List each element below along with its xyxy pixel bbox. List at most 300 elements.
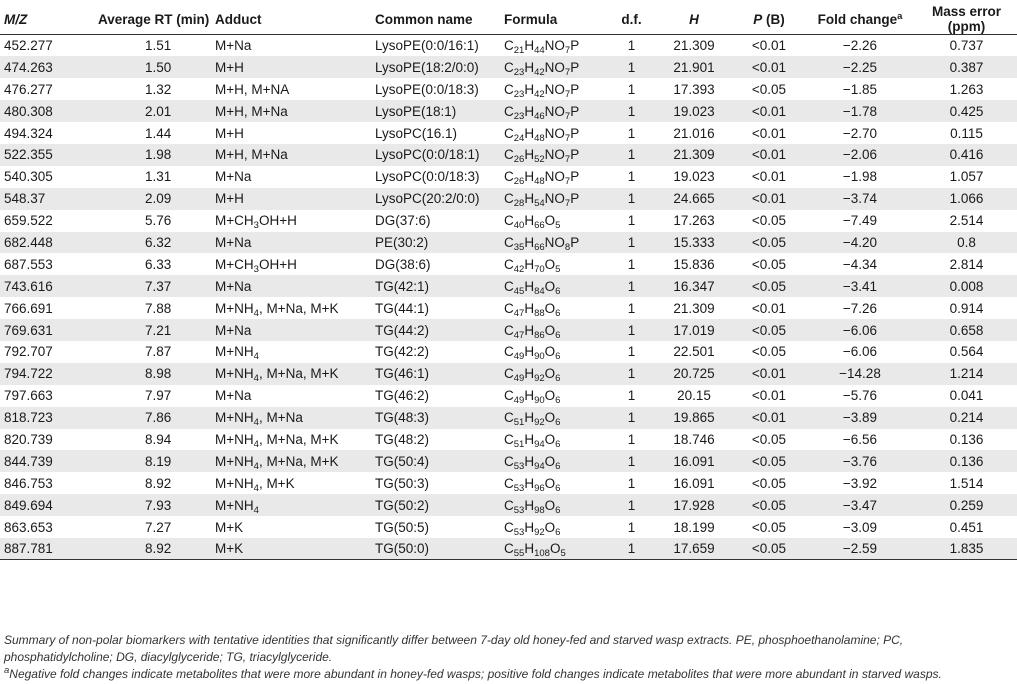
formula-text: C (504, 519, 514, 535)
formula-text: O (544, 388, 556, 404)
adduct-text: M+CH (215, 213, 254, 229)
table-row (0, 232, 1017, 254)
header-fold-change-label: Fold change (817, 11, 898, 27)
cell-mz: 792.707 (4, 344, 53, 360)
adduct-text: , M+Na, M+K (258, 366, 339, 382)
adduct-text: M+Na (215, 38, 252, 54)
cell-df: 1 (627, 300, 636, 316)
formula-text: P (570, 234, 580, 250)
table-row (0, 319, 1017, 341)
cell-common-name: TG(46:2) (375, 388, 430, 404)
cell-formula (504, 494, 609, 516)
cell-rt: 1.31 (145, 169, 172, 185)
cell-rt: 7.93 (145, 497, 172, 513)
cell-rt: 5.76 (145, 213, 172, 229)
cell-p: <0.01 (751, 169, 787, 185)
cell-common-name: DG(37:6) (375, 213, 431, 229)
cell-rt: 6.33 (145, 256, 172, 272)
cell-mz: 687.553 (4, 256, 53, 272)
cell-p: <0.05 (751, 278, 787, 294)
cell-mass-error: 0.425 (949, 103, 984, 119)
cell-adduct (215, 166, 375, 188)
cell-mass-error: 0.387 (949, 59, 984, 75)
cell-h: 17.019 (673, 322, 715, 338)
adduct-text: M+Na (215, 278, 252, 294)
cell-mass-error: 0.737 (949, 38, 984, 54)
formula-text: C (504, 125, 514, 141)
header-mz: M/Z (4, 11, 28, 27)
cell-mass-error: 2.814 (949, 256, 984, 272)
cell-mz: 682.448 (4, 234, 53, 250)
cell-rt: 7.21 (145, 322, 172, 338)
table-row (0, 341, 1017, 363)
cell-mz: 659.522 (4, 213, 53, 229)
cell-fold-change: −3.41 (842, 278, 878, 294)
formula-text: H (524, 81, 535, 97)
cell-adduct (215, 472, 375, 494)
cell-p: <0.01 (751, 410, 787, 426)
cell-adduct (215, 144, 375, 166)
cell-mass-error: 0.115 (950, 125, 983, 141)
cell-p: <0.05 (751, 453, 787, 469)
header-common-name: Common name (375, 11, 473, 27)
cell-adduct (215, 429, 375, 451)
formula-subscript: 7 (564, 110, 571, 122)
cell-p: <0.05 (751, 541, 787, 557)
formula-text: C (504, 103, 514, 119)
formula-text: H (524, 388, 535, 404)
cell-mass-error: 0.136 (949, 453, 984, 469)
cell-fold-change: −4.20 (842, 234, 878, 250)
table-row (0, 363, 1017, 385)
header-df: d.f. (621, 11, 642, 27)
formula-text: C (504, 366, 514, 382)
header-fold-change-footnote-marker: a (897, 10, 903, 22)
formula-subscript: 35 (513, 241, 525, 253)
cell-h: 21.016 (673, 125, 715, 141)
cell-df: 1 (627, 81, 636, 97)
formula-subscript: 6 (555, 460, 561, 472)
cell-df: 1 (627, 453, 636, 469)
formula-subscript: 53 (513, 460, 525, 472)
formula-text: C (504, 453, 514, 469)
cell-fold-change: −3.74 (842, 191, 878, 207)
cell-adduct (215, 450, 375, 472)
formula-text: O (544, 366, 556, 382)
cell-h: 16.091 (673, 475, 715, 491)
cell-adduct (215, 122, 375, 144)
cell-df: 1 (627, 431, 636, 447)
cell-rt: 6.32 (145, 234, 172, 250)
cell-rt: 1.32 (145, 81, 172, 97)
cell-h: 18.199 (673, 519, 715, 535)
cell-p: <0.05 (751, 213, 787, 229)
adduct-subscript: 4 (253, 351, 259, 363)
adduct-subscript: 4 (253, 482, 259, 494)
cell-mz: 769.631 (4, 322, 53, 338)
cell-formula (504, 144, 609, 166)
cell-p: <0.05 (751, 256, 787, 272)
cell-adduct (215, 56, 375, 78)
cell-rt: 1.50 (145, 59, 172, 75)
cell-mass-error: 0.008 (949, 278, 984, 294)
cell-common-name: TG(50:2) (375, 497, 430, 513)
formula-text: O (544, 475, 556, 491)
formula-subscript: 96 (534, 482, 545, 494)
cell-adduct (215, 297, 375, 319)
adduct-subscript: 4 (253, 417, 259, 429)
cell-df: 1 (627, 322, 636, 338)
formula-text: H (524, 147, 535, 163)
formula-text: O (544, 497, 556, 513)
cell-h: 22.501 (673, 344, 715, 360)
cell-common-name: TG(48:2) (375, 431, 430, 447)
cell-mz: 797.663 (4, 388, 53, 404)
formula-text: NO (544, 59, 565, 75)
cell-fold-change: −3.76 (842, 453, 878, 469)
table-row (0, 429, 1017, 451)
cell-fold-change: −1.85 (842, 81, 878, 97)
cell-mass-error: 1.057 (949, 169, 984, 185)
formula-text: C (504, 475, 514, 491)
cell-mass-error: 0.416 (949, 147, 984, 163)
cell-h: 19.023 (673, 169, 715, 185)
formula-text: C (504, 388, 514, 404)
formula-subscript: 5 (560, 548, 566, 560)
table-row (0, 166, 1017, 188)
cell-p: <0.01 (751, 38, 787, 54)
formula-subscript: 51 (513, 417, 525, 429)
adduct-text: , M+Na (258, 410, 303, 426)
table-row (0, 385, 1017, 407)
cell-h: 19.865 (673, 410, 715, 426)
formula-subscript: 45 (513, 285, 525, 297)
cell-formula (504, 232, 609, 254)
formula-subscript: 42 (534, 88, 545, 100)
formula-subscript: 40 (513, 220, 525, 232)
formula-subscript: 86 (534, 329, 545, 341)
formula-text: H (524, 125, 535, 141)
adduct-text: M+NH (215, 475, 254, 491)
formula-text: C (504, 191, 514, 207)
formula-text: NO (544, 125, 565, 141)
header-p (734, 4, 804, 35)
formula-text: H (524, 278, 535, 294)
cell-mz: 849.694 (4, 497, 53, 513)
cell-formula (504, 122, 609, 144)
formula-text: NO (544, 169, 565, 185)
formula-text: O (544, 431, 556, 447)
formula-text: C (504, 278, 514, 294)
cell-common-name: TG(44:1) (375, 300, 430, 316)
formula-subscript: 6 (555, 482, 561, 494)
formula-subscript: 55 (513, 548, 525, 560)
cell-rt: 7.86 (145, 410, 172, 426)
formula-subscript: 54 (534, 198, 545, 210)
header-h-letter: H (689, 11, 699, 27)
formula-subscript: 90 (534, 351, 545, 363)
cell-df: 1 (627, 169, 636, 185)
formula-subscript: 5 (555, 220, 561, 232)
cell-h: 18.746 (673, 431, 715, 447)
formula-text: H (524, 322, 535, 338)
cell-fold-change: −2.25 (842, 59, 878, 75)
formula-subscript: 26 (513, 176, 525, 188)
table-row (0, 100, 1017, 122)
cell-p: <0.05 (751, 234, 787, 250)
adduct-text: M+H, M+Na (215, 103, 288, 119)
formula-text: C (504, 213, 514, 229)
cell-common-name: TG(50:0) (375, 541, 430, 557)
formula-subscript: 6 (555, 373, 561, 385)
adduct-subscript: 4 (253, 373, 259, 385)
formula-subscript: 48 (534, 176, 545, 188)
formula-text: P (570, 125, 580, 141)
table-row (0, 78, 1017, 100)
cell-adduct (215, 385, 375, 407)
table-caption: Summary of non-polar biomarkers with tentative identities that significantly differ between 7-day old honey-fed and starved wasp extracts. PE, phosphoethanolamine; PC, phosphatidylcholine; DG, diacylglyceride; TG, triacylglyceride. (4, 633, 904, 664)
formula-text: O (544, 453, 556, 469)
adduct-subscript: 4 (253, 504, 259, 516)
formula-text: H (524, 453, 535, 469)
formula-subscript: 6 (555, 329, 561, 341)
formula-text: C (504, 541, 514, 557)
formula-text: C (504, 256, 514, 272)
formula-subscript: 26 (513, 154, 525, 166)
cell-mass-error: 1.514 (949, 475, 984, 491)
cell-adduct (215, 253, 375, 275)
cell-fold-change: −2.06 (842, 147, 878, 163)
formula-text: C (504, 497, 514, 513)
formula-subscript: 7 (564, 132, 571, 144)
cell-h: 21.309 (673, 147, 715, 163)
table-row (0, 472, 1017, 494)
cell-h: 19.023 (673, 103, 715, 119)
cell-mz: 820.739 (4, 431, 53, 447)
formula-text: O (544, 344, 556, 360)
cell-mass-error: 0.214 (949, 410, 984, 426)
cell-h: 17.393 (673, 81, 715, 97)
adduct-text: M+NH (215, 453, 254, 469)
formula-text: H (524, 300, 535, 316)
formula-text: P (570, 147, 580, 163)
formula-text: P (570, 59, 580, 75)
cell-fold-change: −2.70 (842, 125, 878, 141)
cell-p: <0.05 (751, 322, 787, 338)
cell-p: <0.05 (751, 431, 787, 447)
cell-mass-error: 0.041 (949, 388, 984, 404)
cell-p: <0.05 (751, 344, 787, 360)
cell-mz: 846.753 (4, 475, 53, 491)
adduct-text: M+K (215, 519, 244, 535)
formula-text: H (524, 59, 535, 75)
formula-text: P (570, 169, 580, 185)
adduct-text: M+H, M+Na (215, 147, 288, 163)
cell-fold-change: −7.49 (842, 213, 878, 229)
cell-mass-error: 0.451 (949, 519, 984, 535)
cell-df: 1 (627, 541, 636, 557)
formula-text: P (570, 38, 580, 54)
formula-text: C (504, 234, 514, 250)
cell-mass-error: 2.514 (949, 213, 984, 229)
adduct-text: M+Na (215, 234, 252, 250)
formula-subscript: 6 (555, 504, 561, 516)
adduct-text: , M+Na, M+K (258, 431, 339, 447)
formula-subscript: 52 (534, 154, 545, 166)
cell-common-name: LysoPC(20:2/0:0) (375, 191, 480, 207)
table-row (0, 538, 1017, 560)
cell-rt: 7.27 (145, 519, 172, 535)
cell-formula (504, 35, 609, 57)
cell-h: 16.347 (673, 278, 715, 294)
formula-text: H (524, 169, 535, 185)
adduct-text: M+H (215, 125, 244, 141)
formula-text: C (504, 431, 514, 447)
cell-fold-change: −3.09 (842, 519, 878, 535)
adduct-text: M+H (215, 191, 244, 207)
cell-adduct (215, 319, 375, 341)
formula-subscript: 21 (513, 45, 525, 57)
cell-p: <0.05 (751, 497, 787, 513)
cell-adduct (215, 363, 375, 385)
table-row (0, 210, 1017, 232)
formula-subscript: 48 (534, 132, 545, 144)
cell-h: 17.928 (673, 497, 715, 513)
formula-subscript: 6 (555, 438, 561, 450)
cell-fold-change: −6.06 (842, 322, 878, 338)
formula-text: H (524, 541, 535, 557)
cell-common-name: LysoPE(0:0/18:3) (375, 81, 479, 97)
cell-h: 20.725 (673, 366, 715, 382)
formula-text: H (524, 431, 535, 447)
cell-adduct (215, 210, 375, 232)
formula-text: NO (544, 234, 565, 250)
formula-subscript: 44 (534, 45, 545, 57)
formula-subscript: 53 (513, 482, 525, 494)
cell-df: 1 (627, 475, 636, 491)
cell-fold-change: −4.34 (842, 256, 878, 272)
cell-fold-change: −14.28 (839, 366, 881, 382)
cell-formula (504, 472, 609, 494)
cell-formula (504, 100, 609, 122)
formula-subscript: 49 (513, 395, 525, 407)
cell-adduct (215, 516, 375, 538)
cell-df: 1 (627, 213, 636, 229)
formula-subscript: 70 (534, 263, 545, 275)
cell-fold-change: −5.76 (842, 388, 878, 404)
formula-text: H (524, 191, 535, 207)
cell-common-name: TG(42:2) (375, 344, 430, 360)
cell-common-name: LysoPC(0:0/18:1) (375, 147, 480, 163)
cell-h: 21.901 (673, 59, 715, 75)
formula-subscript: 53 (513, 526, 525, 538)
cell-fold-change: −2.26 (842, 38, 878, 54)
formula-subscript: 108 (534, 548, 550, 560)
cell-mz: 548.37 (4, 191, 46, 207)
cell-formula (504, 319, 609, 341)
cell-mass-error: 0.914 (949, 300, 984, 316)
formula-subscript: 84 (534, 285, 545, 297)
cell-common-name: TG(50:4) (375, 453, 430, 469)
footnote-marker: a (4, 665, 10, 676)
formula-subscript: 24 (513, 132, 525, 144)
cell-df: 1 (627, 388, 636, 404)
cell-mass-error: 1.066 (949, 191, 984, 207)
cell-h: 21.309 (673, 38, 715, 54)
formula-text: C (504, 147, 514, 163)
cell-p: <0.05 (751, 475, 787, 491)
formula-text: H (524, 213, 535, 229)
formula-text: H (524, 366, 535, 382)
cell-fold-change: −7.26 (842, 300, 878, 316)
adduct-text: , M+Na, M+K (258, 453, 339, 469)
cell-adduct (215, 188, 375, 210)
biomarker-table (0, 4, 1017, 560)
formula-subscript: 92 (534, 526, 545, 538)
cell-adduct (215, 78, 375, 100)
cell-df: 1 (627, 519, 636, 535)
cell-rt: 7.87 (145, 344, 172, 360)
formula-text: C (504, 344, 514, 360)
cell-h: 15.333 (673, 234, 715, 250)
cell-rt: 2.09 (145, 191, 172, 207)
cell-mz: 844.739 (4, 453, 53, 469)
cell-formula (504, 407, 609, 429)
cell-adduct (215, 232, 375, 254)
formula-subscript: 23 (513, 110, 525, 122)
cell-formula (504, 538, 609, 560)
cell-rt: 8.19 (145, 453, 172, 469)
adduct-text: M+NH (215, 366, 254, 382)
adduct-text: M+NH (215, 410, 254, 426)
cell-p: <0.05 (751, 81, 787, 97)
cell-mz: 818.723 (4, 410, 53, 426)
cell-h: 20.15 (677, 388, 711, 404)
formula-text: O (544, 519, 556, 535)
cell-adduct (215, 407, 375, 429)
formula-text: NO (544, 81, 565, 97)
cell-fold-change: −3.47 (842, 497, 878, 513)
formula-subscript: 92 (534, 417, 545, 429)
adduct-text: M+NH (215, 300, 254, 316)
table-row (0, 253, 1017, 275)
cell-common-name: TG(48:3) (375, 410, 430, 426)
footnote-text: Negative fold changes indicate metabolites that were more abundant in honey-fed wasps; positive fold changes indicate metabolites that were more abundant in starved wasps. (9, 667, 942, 681)
formula-subscript: 7 (564, 66, 571, 78)
cell-p: <0.01 (751, 103, 787, 119)
formula-subscript: 6 (555, 351, 561, 363)
cell-mass-error: 1.263 (949, 81, 984, 97)
table-row (0, 275, 1017, 297)
formula-subscript: 23 (513, 66, 525, 78)
cell-adduct (215, 538, 375, 560)
cell-rt: 1.51 (145, 38, 172, 54)
table-row (0, 494, 1017, 516)
adduct-text: M+NH (215, 344, 254, 360)
cell-h: 21.309 (673, 300, 715, 316)
formula-subscript: 66 (534, 220, 545, 232)
formula-text: NO (544, 38, 565, 54)
cell-mass-error: 0.259 (949, 497, 984, 513)
cell-p: <0.01 (751, 366, 787, 382)
formula-text: P (570, 191, 580, 207)
formula-text: C (504, 59, 514, 75)
formula-text: O (544, 213, 556, 229)
cell-h: 17.659 (673, 541, 715, 557)
cell-mz: 863.653 (4, 519, 53, 535)
header-adduct: Adduct (215, 11, 262, 27)
cell-df: 1 (627, 256, 636, 272)
